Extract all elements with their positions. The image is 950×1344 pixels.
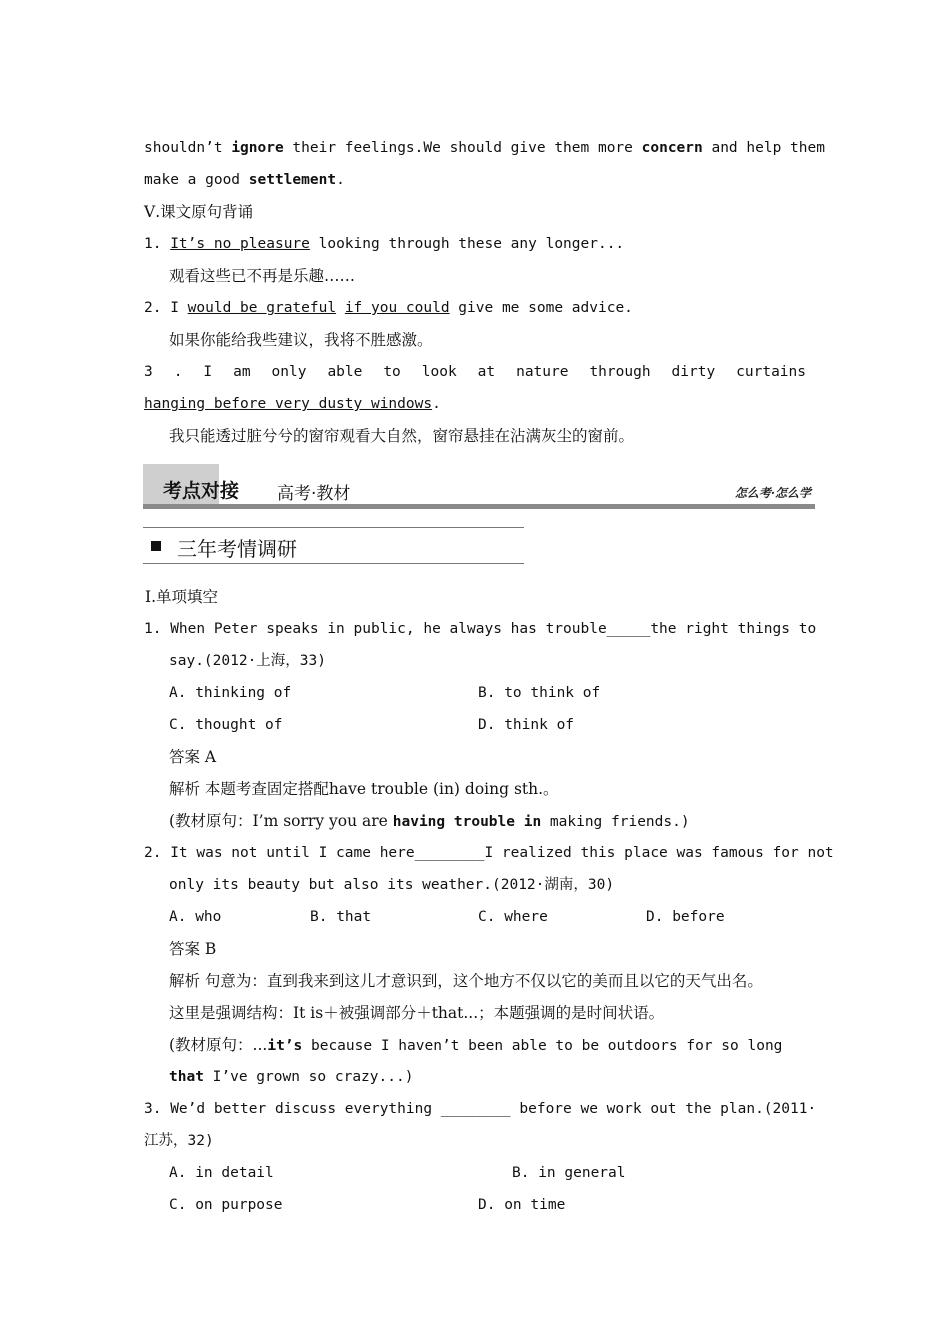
textbook-source-cont: that I’ve grown so crazy...) xyxy=(169,1069,414,1085)
question-3-cont: 江苏，32) xyxy=(144,1133,214,1149)
banner-subtitle: 高考·教材 xyxy=(277,484,351,504)
option-c: C. where xyxy=(478,909,548,925)
option-b: B. to think of xyxy=(478,685,601,701)
paragraph-line: make a good settlement. xyxy=(144,172,345,188)
banner-right-label: 怎么考·怎么学 xyxy=(734,486,811,500)
question-3: 3. We’d better discuss everything ________ before we work out the plan.(2011· xyxy=(144,1101,817,1117)
sentence-1: 1. It’s no pleasure looking through these any longer... xyxy=(144,236,625,252)
sentence-3: 3 . I am only able to look at nature through dirty curtains xyxy=(144,364,806,380)
option-a: A. who xyxy=(169,909,222,925)
question-2: 2. It was not until I came here________I realized this place was famous for not xyxy=(144,845,834,861)
option-a: A. thinking of xyxy=(169,685,292,701)
sentence-2-translation: 如果你能给我些建议，我将不胜感激。 xyxy=(169,331,433,349)
option-c: C. thought of xyxy=(169,717,283,733)
answer: 答案 A xyxy=(169,748,217,766)
option-d: D. before xyxy=(646,909,725,925)
banner-rule xyxy=(143,504,815,509)
subsection-header xyxy=(143,527,524,564)
explanation: 解析 句意为：直到我来到这儿才意识到，这个地方不仅以它的美而且以它的天气出名。 xyxy=(169,972,763,990)
answer: 答案 B xyxy=(169,940,217,958)
option-d: D. on time xyxy=(478,1197,566,1213)
explanation: 解析 本题考查固定搭配have trouble (in) doing sth.。 xyxy=(169,780,559,798)
explanation-cont: 这里是强调结构：It is＋被强调部分＋that...；本题强调的是时间状语。 xyxy=(169,1004,665,1022)
question-1-cont: say.(2012·上海，33) xyxy=(169,653,326,669)
sentence-1-translation: 观看这些已不再是乐趣…… xyxy=(169,267,356,285)
textbook-source: (教材原句：...it’s because I haven’t been able to be outdoors for so long xyxy=(169,1036,783,1054)
question-2-cont: only its beauty but also its weather.(2012·湖南，30) xyxy=(169,877,615,893)
option-b: B. that xyxy=(310,909,372,925)
option-d: D. think of xyxy=(478,717,575,733)
section-heading: Ⅴ.课文原句背诵 xyxy=(144,203,254,221)
sentence-3-cont: hanging before very dusty windows. xyxy=(144,396,441,412)
subsection-title: 三年考情调研 xyxy=(177,537,297,561)
option-c: C. on purpose xyxy=(169,1197,283,1213)
option-a: A. in detail xyxy=(169,1165,274,1181)
textbook-source: (教材原句：I’m sorry you are having trouble in making friends.) xyxy=(169,812,690,830)
sentence-3-translation: 我只能透过脏兮兮的窗帘观看大自然，窗帘悬挂在沾满灰尘的窗前。 xyxy=(169,427,635,445)
square-bullet-icon xyxy=(151,541,161,551)
paragraph-line: shouldn’t ignore their feelings.We should give them more concern and help them xyxy=(144,140,825,156)
option-b: B. in general xyxy=(512,1165,626,1181)
quiz-heading: Ⅰ.单项填空 xyxy=(145,588,219,606)
sentence-2: 2. I would be grateful if you could give me some advice. xyxy=(144,300,633,316)
question-1: 1. When Peter speaks in public, he always has trouble_____the right things to xyxy=(144,621,817,637)
banner-title: 考点对接 xyxy=(163,480,240,502)
section-banner xyxy=(143,464,815,510)
